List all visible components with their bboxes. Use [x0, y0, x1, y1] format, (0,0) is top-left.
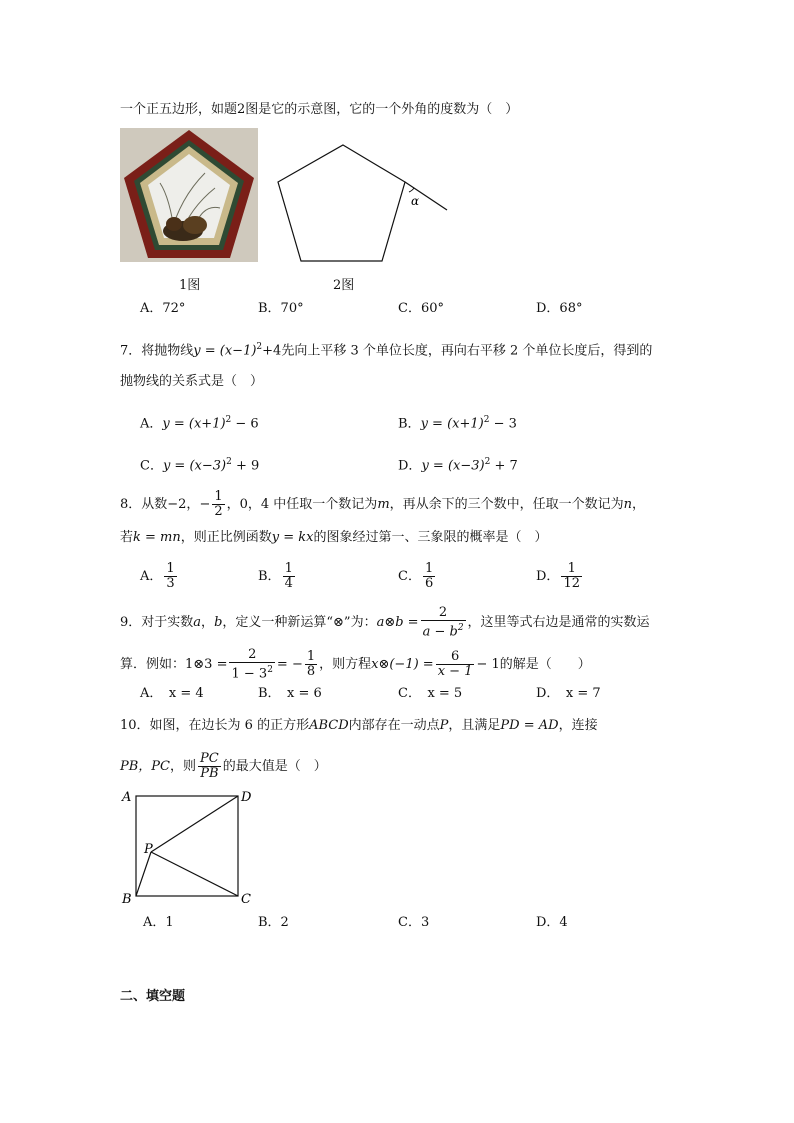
- section-fill-in-blank-heading: 二、填空题: [120, 989, 186, 1004]
- q9-stem-line2: 算．例如：1⊗3 = $\frac{2}{1 - 3^2}$ = − $\frac{1}{8}$ ，则方程x⊗(−1) = $\frac{6}{x - 1}$ − 1的解是（ ）: [120, 647, 591, 682]
- q9-stem: 9．对于实数a，b，定义一种新运算“⊗”为：a⊗b = $\frac{2}{a - b^2}$ ，这里等式右边是通常的实数运: [120, 605, 650, 640]
- segment-pc: [151, 852, 238, 896]
- q8-stem-line2: 若k = mn，则正比例函数y = kx的图象经过第一、三象限的概率是（ ）: [120, 530, 548, 545]
- q10-option-c: C．3: [398, 915, 430, 930]
- q6-option-a: A．72°: [140, 301, 186, 316]
- q8-option-b: B． $\frac{1}{4}$: [258, 561, 293, 591]
- q6-option-c: C．60°: [398, 301, 444, 316]
- q8-option-d: D． $\frac{1}{12}$: [536, 561, 580, 591]
- label-b: B: [122, 892, 132, 907]
- label-p: P: [144, 842, 153, 857]
- label-c: C: [241, 892, 251, 907]
- q8-stem: 8．从数−2，− $\frac{1}{2}$ ，0，4 中任取一个数记为m，再从余下的三个数中，任取一个数记为n，: [120, 489, 646, 519]
- pentagon-shape: [278, 145, 405, 261]
- q7-option-b: B．$y = (x+1)^2 - 3$: [398, 415, 517, 432]
- pentagon-diagram: [270, 128, 460, 268]
- segment-pb: [136, 852, 151, 896]
- q7-option-d: D．$y = (x-3)^2 + 7$: [398, 457, 518, 474]
- angle-alpha-label: α: [411, 194, 420, 208]
- label-a: A: [122, 790, 132, 805]
- q10-option-a: A．1: [143, 915, 174, 930]
- label-d: D: [241, 790, 252, 805]
- q9-option-d: D． x = 7: [536, 686, 601, 701]
- q6-stem: 一个正五边形，如题2图是它的示意图，它的一个外角的度数为（ ）: [120, 102, 519, 117]
- q7-stem-line2: 抛物线的关系式是（ ）: [120, 374, 264, 389]
- q10-stem-line2: PB，PC，则 $\frac{PC}{PB}$ 的最大值是（ ）: [120, 751, 327, 781]
- q10-option-b: B．2: [258, 915, 289, 930]
- q9-option-b: B． x = 6: [258, 686, 322, 701]
- q8-option-c: C． $\frac{1}{6}$: [398, 561, 434, 591]
- q8-option-a: A． $\frac{1}{3}$: [140, 561, 175, 591]
- q10-option-d: D．4: [536, 915, 568, 930]
- fig2-caption: 2图: [333, 278, 355, 293]
- q9-option-a: A． x = 4: [140, 686, 204, 701]
- angle-arc: [409, 188, 414, 192]
- q7-stem: 7．将抛物线$y = (x-1)^2+4$先向上平移 3 个单位长度，再向右平移 2 个单位长度后，得到的: [120, 342, 653, 359]
- q10-stem: 10．如图，在边长为 6 的正方形ABCD内部存在一动点P，且满足PD = AD，连接: [120, 718, 598, 733]
- segment-pd: [151, 796, 238, 852]
- q6-option-d: D．68°: [536, 301, 583, 316]
- fig1-caption: 1图: [179, 278, 201, 293]
- q6-option-b: B．70°: [258, 301, 304, 316]
- square-abcd-diagram: [118, 785, 268, 910]
- q7-option-c: C．$y = (x-3)^2 + 9$: [140, 457, 260, 474]
- q9-option-c: C． x = 5: [398, 686, 463, 701]
- q7-option-a: A．$y = (x+1)^2 - 6$: [140, 415, 259, 432]
- pentagon-window-photo: [120, 128, 258, 262]
